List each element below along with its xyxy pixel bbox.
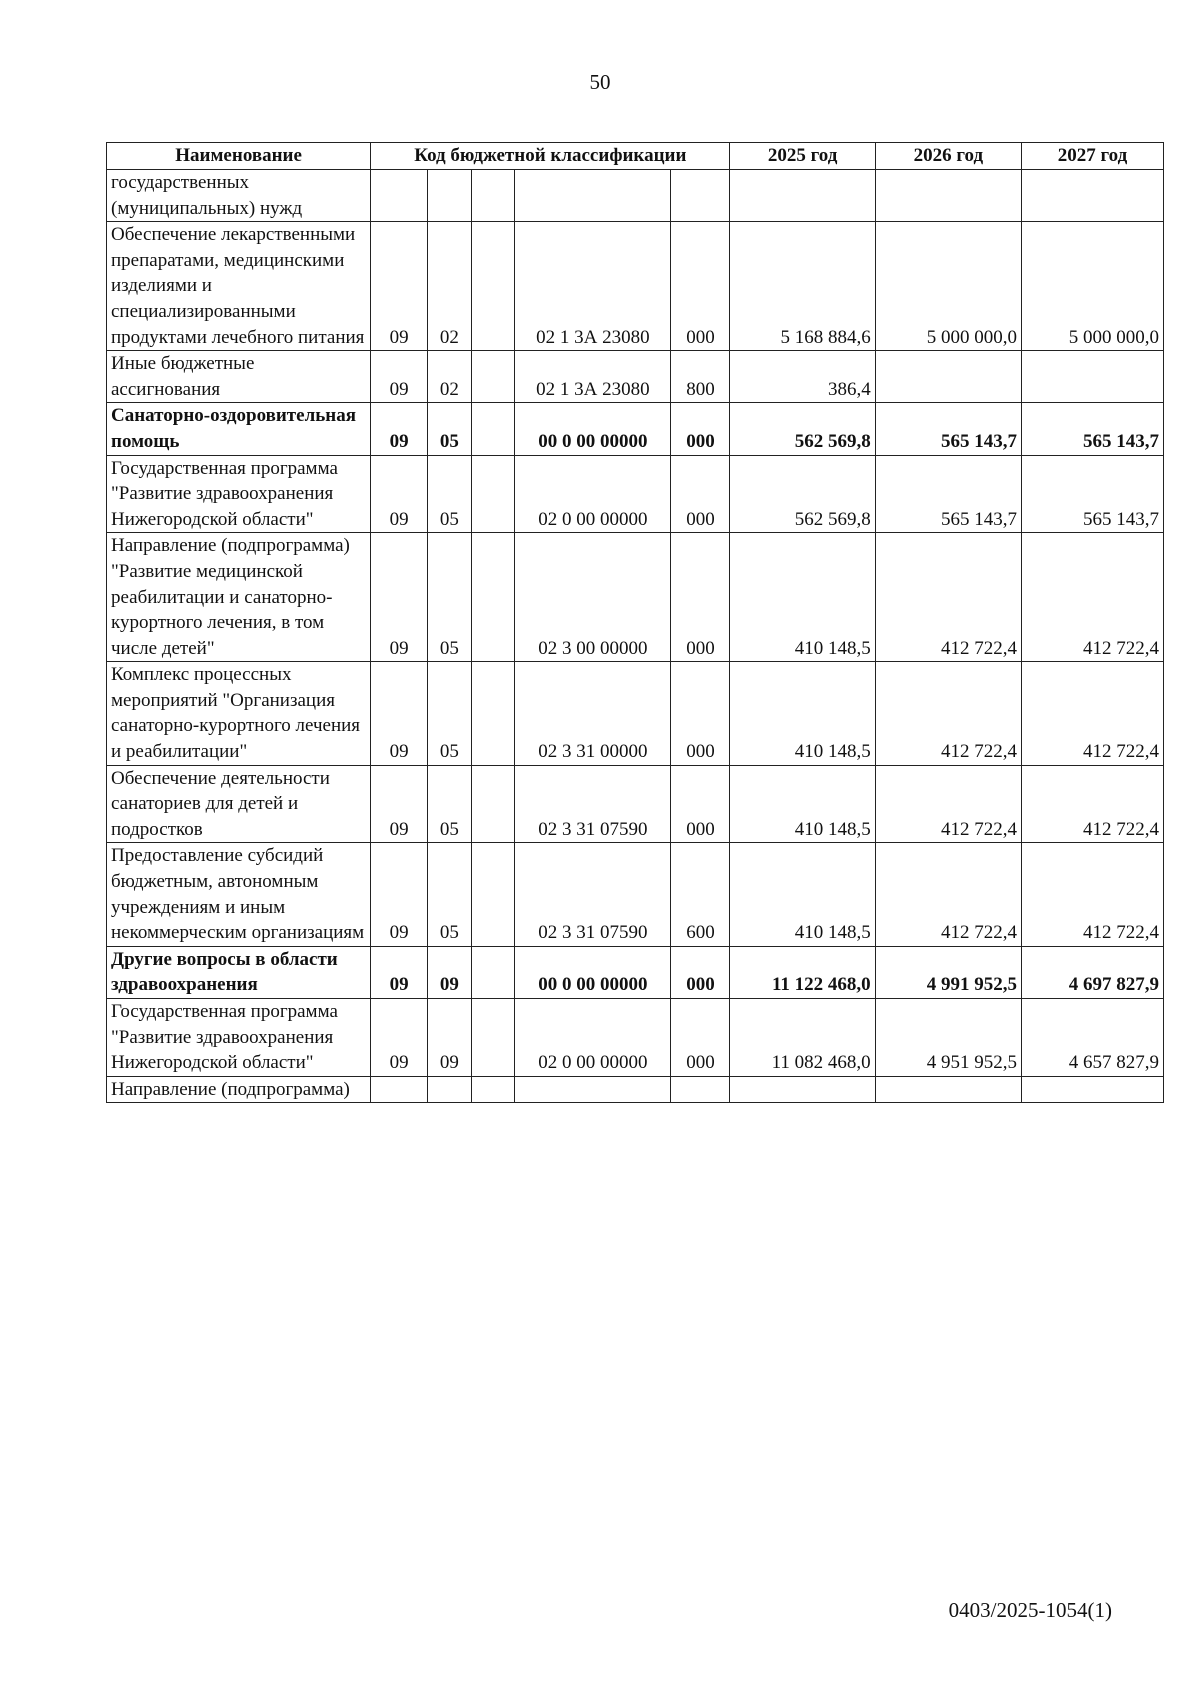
row-value-2026 (875, 351, 1021, 403)
row-value-2027 (1021, 351, 1163, 403)
row-subsection-code (427, 170, 471, 222)
table-row (107, 222, 1164, 351)
row-value-2026: 412 722,4 (875, 843, 1021, 946)
document-code: 0403/2025-1054(1) (948, 1598, 1112, 1622)
page-number: 50 (589, 70, 611, 94)
header-2025: 2025 год (730, 143, 875, 170)
row-expense-type-code: 000 (671, 533, 730, 662)
table-header-row (107, 143, 1164, 170)
row-empty-code-cell (471, 455, 515, 533)
budget-table (106, 142, 1164, 1103)
table-row (107, 403, 1164, 455)
row-value-2026 (875, 1076, 1021, 1103)
row-value-2027: 412 722,4 (1021, 662, 1163, 765)
table-row (107, 170, 1164, 222)
table-row (107, 1076, 1164, 1103)
row-subsection-code: 09 (427, 946, 471, 998)
row-expense-type-code: 000 (671, 999, 730, 1077)
row-section-code: 09 (371, 662, 428, 765)
row-value-2025: 11 122 468,0 (730, 946, 875, 998)
table-row (107, 765, 1164, 843)
row-name: Направление (подпрограмма) (107, 1076, 371, 1103)
row-target-code: 02 3 31 07590 (515, 843, 671, 946)
row-empty-code-cell (471, 170, 515, 222)
row-value-2026: 412 722,4 (875, 533, 1021, 662)
row-target-code: 02 1 3А 23080 (515, 351, 671, 403)
row-target-code: 02 3 31 00000 (515, 662, 671, 765)
table-body (107, 170, 1164, 1103)
row-name: Другие вопросы в области здравоохранения (107, 946, 371, 998)
row-expense-type-code: 800 (671, 351, 730, 403)
row-expense-type-code: 000 (671, 765, 730, 843)
row-value-2025: 410 148,5 (730, 533, 875, 662)
row-empty-code-cell (471, 765, 515, 843)
row-empty-code-cell (471, 351, 515, 403)
row-value-2025: 5 168 884,6 (730, 222, 875, 351)
row-section-code: 09 (371, 455, 428, 533)
row-section-code: 09 (371, 403, 428, 455)
row-value-2027: 412 722,4 (1021, 765, 1163, 843)
row-name: Обеспечение деятельности санаториев для детей и подростков (107, 765, 371, 843)
row-empty-code-cell (471, 843, 515, 946)
row-subsection-code: 05 (427, 662, 471, 765)
row-subsection-code: 05 (427, 843, 471, 946)
row-value-2027: 4 697 827,9 (1021, 946, 1163, 998)
header-2027: 2027 год (1021, 143, 1163, 170)
row-section-code: 09 (371, 946, 428, 998)
row-section-code (371, 1076, 428, 1103)
row-target-code: 02 1 3А 23080 (515, 222, 671, 351)
row-value-2026: 412 722,4 (875, 662, 1021, 765)
row-name: Предоставление субсидий бюджетным, автономным учреждениям и иным некоммерческим организациям (107, 843, 371, 946)
row-name: Обеспечение лекарственными препаратами, медицинскими изделиями и специализированными продуктами лечебного питания (107, 222, 371, 351)
row-target-code: 02 0 00 00000 (515, 455, 671, 533)
row-empty-code-cell (471, 533, 515, 662)
row-target-code: 02 0 00 00000 (515, 999, 671, 1077)
header-code: Код бюджетной классификации (371, 143, 730, 170)
row-empty-code-cell (471, 1076, 515, 1103)
row-expense-type-code: 000 (671, 946, 730, 998)
row-name: Санаторно-оздоровительная помощь (107, 403, 371, 455)
header-name: Наименование (107, 143, 371, 170)
row-expense-type-code: 600 (671, 843, 730, 946)
row-subsection-code: 09 (427, 999, 471, 1077)
row-section-code: 09 (371, 843, 428, 946)
row-section-code: 09 (371, 222, 428, 351)
table-row (107, 351, 1164, 403)
row-value-2027: 4 657 827,9 (1021, 999, 1163, 1077)
row-name: Иные бюджетные ассигнования (107, 351, 371, 403)
row-name: Направление (подпрограмма) "Развитие медицинской реабилитации и санаторно-курортного лечения, в том числе детей" (107, 533, 371, 662)
row-value-2025: 562 569,8 (730, 455, 875, 533)
row-empty-code-cell (471, 999, 515, 1077)
row-expense-type-code (671, 1076, 730, 1103)
row-subsection-code: 05 (427, 765, 471, 843)
row-empty-code-cell (471, 946, 515, 998)
row-value-2027 (1021, 170, 1163, 222)
row-empty-code-cell (471, 662, 515, 765)
row-value-2025: 410 148,5 (730, 662, 875, 765)
row-value-2025: 410 148,5 (730, 843, 875, 946)
row-value-2026: 4 991 952,5 (875, 946, 1021, 998)
row-expense-type-code: 000 (671, 222, 730, 351)
row-expense-type-code: 000 (671, 403, 730, 455)
table-row (107, 455, 1164, 533)
row-value-2027: 5 000 000,0 (1021, 222, 1163, 351)
row-target-code: 00 0 00 00000 (515, 946, 671, 998)
row-value-2026: 412 722,4 (875, 765, 1021, 843)
row-target-code: 00 0 00 00000 (515, 403, 671, 455)
row-value-2026 (875, 170, 1021, 222)
row-value-2027: 412 722,4 (1021, 533, 1163, 662)
row-value-2026: 565 143,7 (875, 455, 1021, 533)
row-name: государственных (муниципальных) нужд (107, 170, 371, 222)
row-section-code: 09 (371, 765, 428, 843)
row-target-code: 02 3 00 00000 (515, 533, 671, 662)
row-subsection-code: 05 (427, 455, 471, 533)
table-row (107, 999, 1164, 1077)
row-target-code (515, 170, 671, 222)
row-value-2027: 565 143,7 (1021, 403, 1163, 455)
row-empty-code-cell (471, 403, 515, 455)
row-section-code: 09 (371, 533, 428, 662)
table-row (107, 533, 1164, 662)
header-2026: 2026 год (875, 143, 1021, 170)
row-subsection-code (427, 1076, 471, 1103)
row-name: Государственная программа "Развитие здравоохранения Нижегородской области" (107, 455, 371, 533)
row-value-2025: 562 569,8 (730, 403, 875, 455)
row-section-code: 09 (371, 351, 428, 403)
row-value-2026: 4 951 952,5 (875, 999, 1021, 1077)
row-name: Комплекс процессных мероприятий "Организация санаторно-курортного лечения и реабилитации" (107, 662, 371, 765)
table-row (107, 843, 1164, 946)
row-value-2027 (1021, 1076, 1163, 1103)
row-value-2025: 410 148,5 (730, 765, 875, 843)
row-expense-type-code: 000 (671, 455, 730, 533)
row-subsection-code: 02 (427, 351, 471, 403)
row-value-2027: 565 143,7 (1021, 455, 1163, 533)
row-subsection-code: 05 (427, 403, 471, 455)
row-target-code: 02 3 31 07590 (515, 765, 671, 843)
row-section-code: 09 (371, 999, 428, 1077)
row-section-code (371, 170, 428, 222)
row-value-2026: 565 143,7 (875, 403, 1021, 455)
row-value-2026: 5 000 000,0 (875, 222, 1021, 351)
row-value-2025: 11 082 468,0 (730, 999, 875, 1077)
row-value-2025: 386,4 (730, 351, 875, 403)
row-value-2025 (730, 170, 875, 222)
row-expense-type-code (671, 170, 730, 222)
row-target-code (515, 1076, 671, 1103)
row-empty-code-cell (471, 222, 515, 351)
row-subsection-code: 05 (427, 533, 471, 662)
row-expense-type-code: 000 (671, 662, 730, 765)
row-subsection-code: 02 (427, 222, 471, 351)
table-row (107, 662, 1164, 765)
row-value-2025 (730, 1076, 875, 1103)
table-row (107, 946, 1164, 998)
row-value-2027: 412 722,4 (1021, 843, 1163, 946)
row-name: Государственная программа "Развитие здравоохранения Нижегородской области" (107, 999, 371, 1077)
